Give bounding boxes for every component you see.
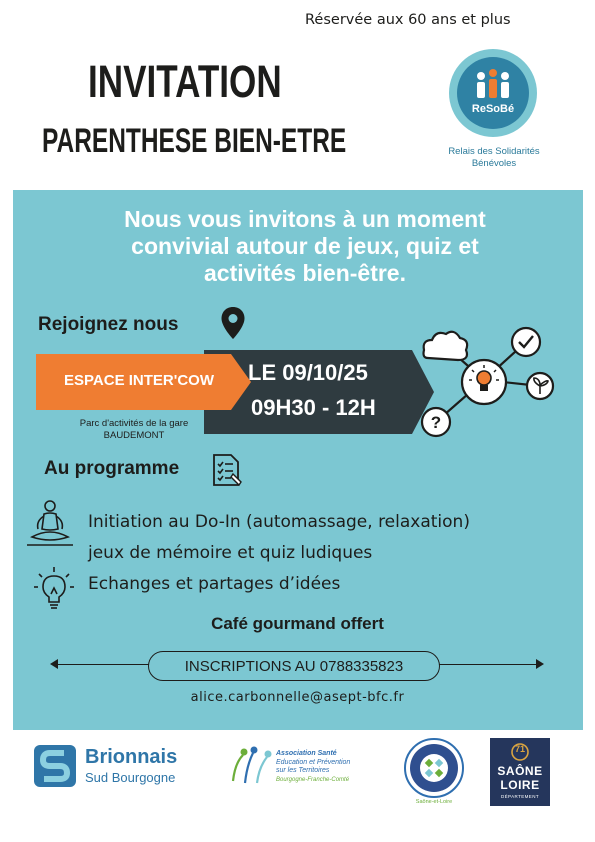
asept-line4: Bourgogne-Franche-Comté [276, 776, 350, 783]
svg-text:?: ? [430, 413, 442, 432]
join-label: Rejoignez nous [38, 314, 179, 335]
programme-item: Initiation au Do-In (automassage, relaxation) [88, 512, 470, 532]
saone-number: 71 [514, 744, 525, 754]
event-time: 09H30 - 12H [251, 395, 376, 420]
event-date: LE 09/10/25 [248, 360, 368, 385]
brionnais-logo-icon [32, 743, 78, 793]
intro-line3: activités bien-être. [204, 260, 406, 286]
asept-line2: Education et Prévention [276, 758, 351, 766]
venue-name: ESPACE INTER'COW [64, 372, 214, 389]
resobe-caption-line1: Relais des Solidarités [448, 146, 540, 157]
venue-address [34, 418, 234, 442]
cafe-offer: Café gourmand offert [211, 614, 384, 633]
brionnais-subname: Sud Bourgogne [85, 770, 176, 785]
address-line2: BAUDEMONT [103, 430, 165, 441]
programme-item: Echanges et partages d’idées [88, 574, 341, 594]
conference-financeurs-logo [404, 738, 464, 798]
lightbulb-icon [33, 564, 75, 618]
programme-heading: Au programme [44, 458, 180, 479]
arrow-left-icon [50, 659, 58, 669]
meditation-icon [24, 497, 76, 555]
asept-line1: Association Santé [276, 750, 337, 757]
circle-logo-caption: Saône-et-Loire [415, 799, 453, 805]
age-restriction-note: Réservée aux 60 ans et plus [305, 12, 511, 28]
location-pin-icon [220, 306, 246, 344]
asept-logo-icon [225, 745, 275, 793]
resobe-caption [444, 146, 544, 170]
ideas-network-icon [414, 318, 574, 448]
checklist-icon [211, 452, 243, 492]
contact-email[interactable]: alice.carbonnelle@asept-bfc.fr [190, 690, 405, 705]
saone-line1: SAÔNE [497, 764, 543, 778]
intro-text [40, 206, 570, 287]
asept-line3: sur les Territoires [276, 767, 330, 774]
intro-line2: convivial autour de jeux, quiz et [131, 233, 479, 259]
saone-et-loire-logo [490, 738, 550, 806]
page-subtitle: PARENTHESE BIEN-ETRE [42, 122, 347, 160]
saone-line3: DÉPARTEMENT [501, 794, 539, 799]
page-title: INVITATION [88, 56, 282, 107]
brionnais-name: Brionnais [85, 746, 178, 768]
resobe-caption-line2: Bénévoles [471, 158, 517, 169]
asept-text [276, 750, 386, 784]
address-line1: Parc d'activités de la gare [79, 418, 189, 429]
intro-line1: Nous vous invitons à un moment [124, 206, 486, 232]
registration-phone[interactable]: INSCRIPTIONS AU 0788335823 [148, 651, 440, 681]
resobe-logo-text: ReSoBé [471, 103, 515, 115]
saone-line2: LOIRE [500, 778, 540, 792]
programme-item: jeux de mémoire et quiz ludiques [88, 543, 373, 563]
resobe-logo [448, 48, 538, 138]
arrow-right-icon [536, 659, 544, 669]
